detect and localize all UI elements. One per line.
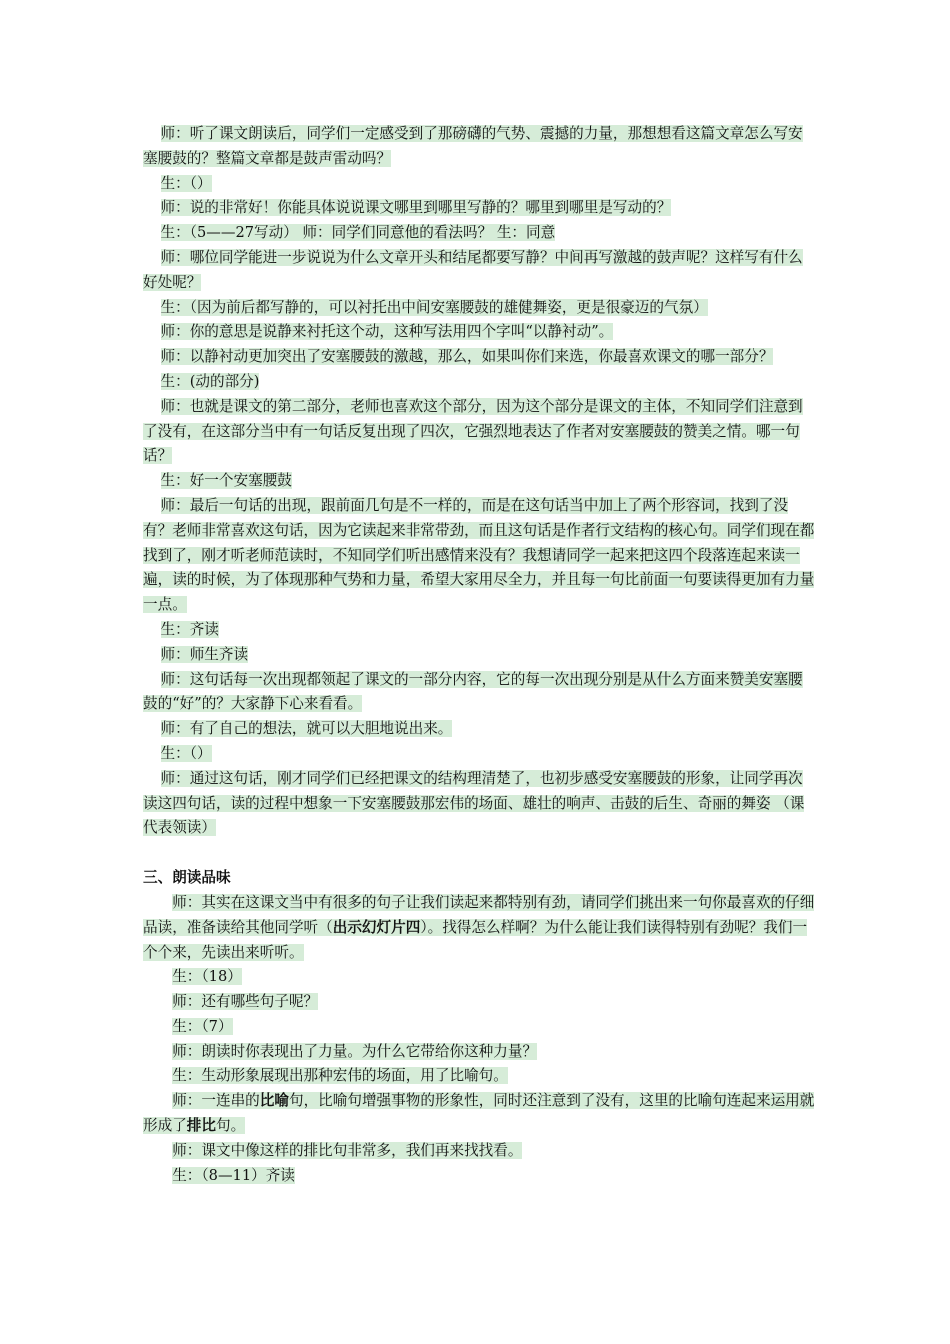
paragraph-11: 生：好一个安塞腰鼓	[160, 472, 292, 490]
section3-paragraph-8: 师：课文中像这样的排比句非常多，我们再来找找看。	[172, 1141, 523, 1159]
section3-paragraph-2: 生：（18）	[172, 968, 242, 986]
section3-paragraph-3: 师：还有哪些句子呢？	[172, 993, 319, 1011]
section3-paragraph-6: 生：生动形象展现出那种宏伟的场面，用了比喻句。	[172, 1067, 508, 1085]
section3-paragraph-5: 师：朗读时你表现出了力量。为什么它带给你这种力量？	[172, 1042, 538, 1060]
paragraph-1: 师：听了课文朗读后，同学们一定感受到了那磅礴的气势、震撼的力量，那想想看这篇文章怎么写安塞腰鼓的？整篇文章都是鼓声雷动吗？	[143, 125, 803, 167]
paragraph-14: 师：师生齐读	[160, 645, 249, 663]
paragraph-8: 师：以静衬动更加突出了安塞腰鼓的激越，那么，如果叫你们来选，你最喜欢课文的哪一部分？	[160, 348, 774, 366]
paragraph-3: 师：说的非常好！你能具体说说课文哪里到哪里写静的？哪里到哪里是写动的？	[160, 199, 672, 217]
section3-paragraph-1: 师：其实在这课文当中有很多的句子让我们读起来都特别有劲，请同学们挑出来一句你最喜欢的仔细品读，准备读给其他同学听（出示幻灯片四）。找得怎么样啊？为什么能让我们读得特别有劲呢？我们一个个来，先读出来听听。	[143, 893, 815, 961]
paragraph-4: 生：（5——27写动） 师：同学们同意他的看法吗？ 生：同意	[160, 224, 556, 242]
paragraph-2: 生：（）	[160, 174, 212, 192]
paragraph-10: 师：也就是课文的第二部分，老师也喜欢这个部分，因为这个部分是课文的主体，不知同学们注意到了没有，在这部分当中有一句话反复出现了四次，它强烈地表达了作者对安塞腰鼓的赞美之情。哪一句话？	[143, 397, 803, 465]
paragraph-6: 生：（因为前后都写静的，可以衬托出中间安塞腰鼓的雄健舞姿，更是很豪迈的气氛）	[160, 298, 708, 316]
section3-paragraph-9: 生：（8—11）齐读	[172, 1166, 295, 1184]
section-gap	[143, 841, 815, 866]
paragraph-9: 生：(动的部分)	[160, 372, 260, 390]
section-heading: 三、朗读品味	[143, 869, 231, 887]
bold-text: 排比	[186, 1117, 216, 1135]
paragraph-16: 师：有了自己的想法，就可以大胆地说出来。	[160, 720, 453, 738]
paragraph-15: 师：这句话每一次出现都领起了课文的一部分内容，它的每一次出现分别是从什么方面来赞美安塞腰鼓的“好”的？大家静下心来看看。	[143, 670, 803, 713]
bold-text: 比喻	[259, 1092, 289, 1110]
paragraph-7: 师：你的意思是说静来衬托这个动，这种写法用四个字叫“以静衬动”。	[160, 323, 614, 341]
paragraph-12: 师：最后一句话的出现，跟前面几句是不一样的，而是在这句话当中加上了两个形容词，找到了没有？老师非常喜欢这句话，因为它读起来非常带劲，而且这句话是作者行文结构的核心句。同学们现在都找到了，刚才听老师范读时，不知同学们听出感情来没有？我想请同学一起来把这四个段落连起来读一遍，读的时候，为了体现那种气势和力量，希望大家用尽全力，并且每一句比前面一句要读得更加有力量一点。	[143, 496, 815, 614]
bold-text: 出示幻灯片四	[332, 918, 421, 936]
section3-paragraph-4: 生：（7）	[172, 1017, 233, 1035]
paragraph-17: 生：（）	[160, 744, 212, 762]
paragraph-18: 师：通过这句话，刚才同学们已经把课文的结构理清楚了，也初步感受安塞腰鼓的形象，让同学再次读这四句话，读的过程中想象一下安塞腰鼓那宏伟的场面、雄壮的响声、击鼓的后生、奇丽的舞姿 （课代表领读）	[143, 769, 805, 837]
paragraph-13: 生：齐读	[160, 620, 219, 638]
document-page	[143, 122, 815, 1188]
section3-paragraph-7: 师：一连串的比喻句，比喻句增强事物的形象性，同时还注意到了没有，这里的比喻句连起来运用就形成了排比句。	[143, 1092, 815, 1135]
paragraph-5: 师：哪位同学能进一步说说为什么文章开头和结尾都要写静？中间再写激越的鼓声呢？这样写有什么好处呢？	[143, 248, 803, 291]
